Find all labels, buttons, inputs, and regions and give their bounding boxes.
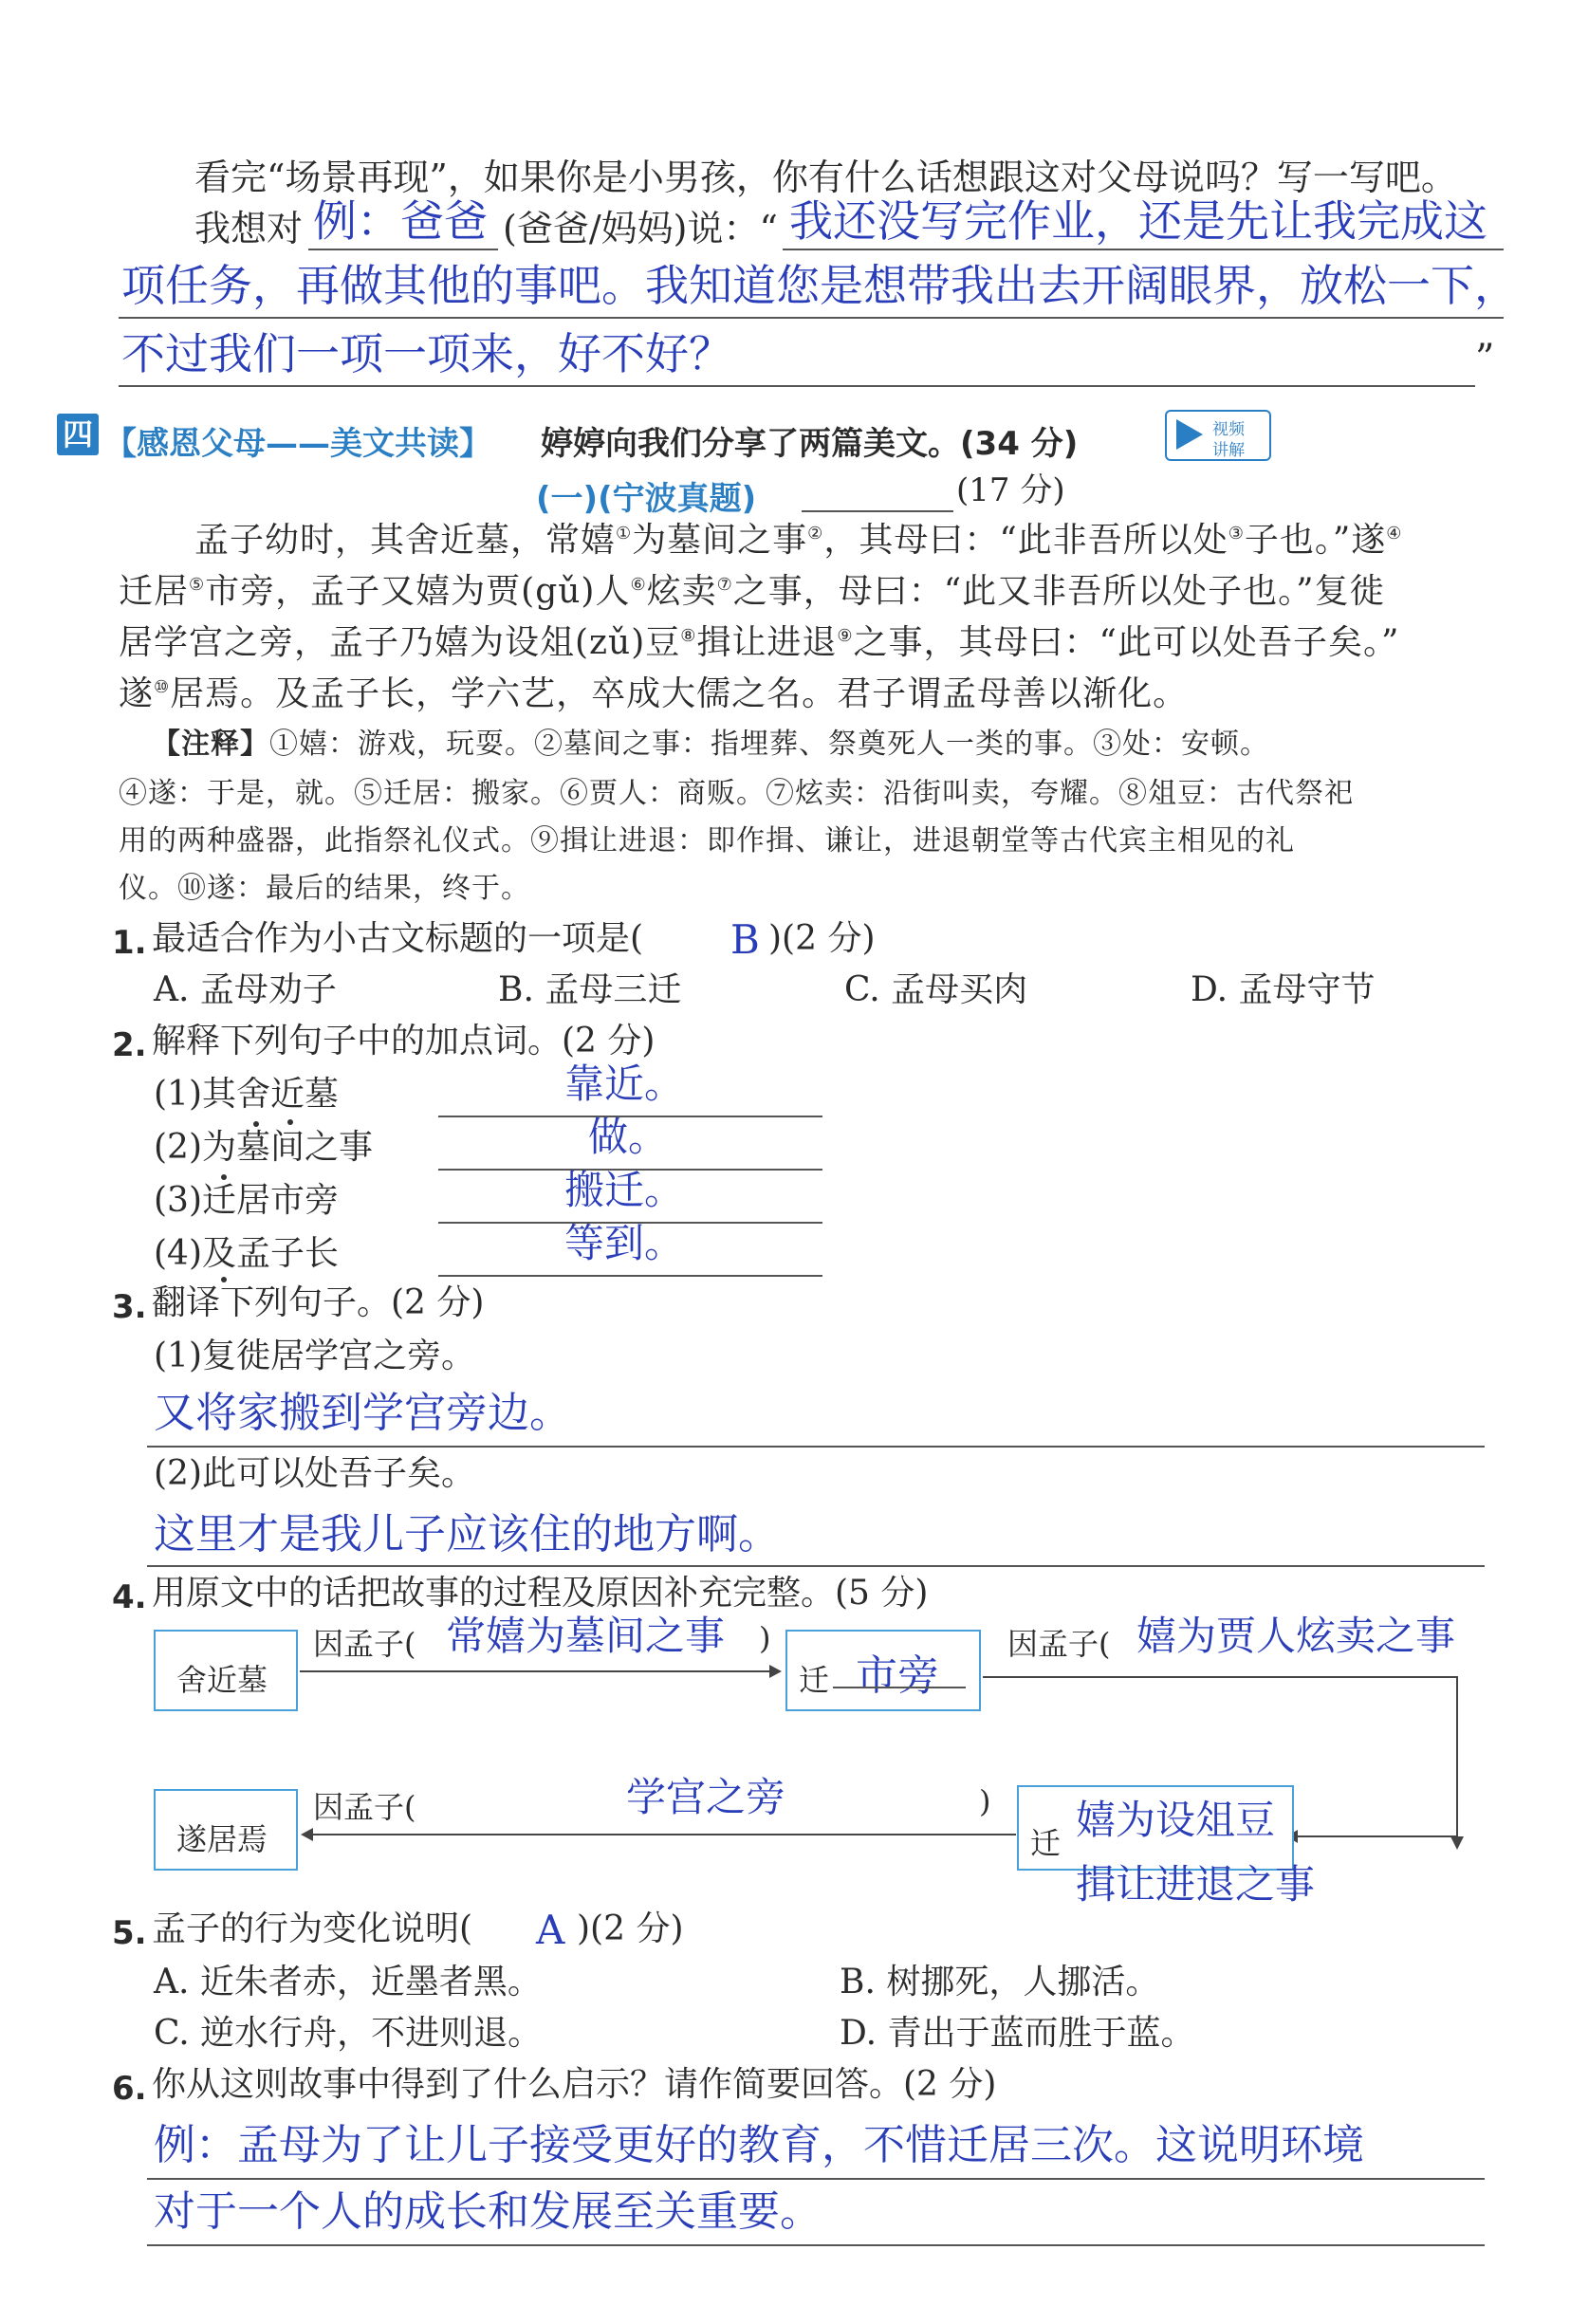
- passage-line-3: 居学宫之旁，孟子乃嬉为设俎(zǔ)豆⑧揖让进退⑨之事，其母曰：“此可以处吾子矣。”: [119, 623, 1400, 662]
- underline: [119, 385, 1475, 387]
- flow-box-2-label: 迁: [799, 1662, 830, 1698]
- underline: [438, 1275, 822, 1277]
- part3-close-quote: ”: [1475, 337, 1495, 380]
- q5-option-c[interactable]: C. 逆水行舟，不进则退。: [154, 2014, 543, 2053]
- q1-option-c[interactable]: C. 孟母买肉: [844, 970, 1028, 1009]
- q3-answer-2[interactable]: 这里才是我儿子应该住的地方啊。: [154, 1510, 780, 1559]
- passage-line-1: 孟子幼时，其舍近墓，常嬉①为墓间之事②，其母曰：“此非吾所以处③子也。”遂④: [194, 521, 1403, 560]
- q1-answer[interactable]: B: [730, 916, 760, 963]
- flow-box-1-label: 舍近墓: [176, 1662, 268, 1698]
- underline: [308, 249, 498, 250]
- part3-prompt: 看完“场景再现”，如果你是小男孩，你有什么话想跟这对父母说吗？写一写吧。: [194, 157, 1457, 198]
- part3-answer-1: 我还没写完作业，还是先让我完成这: [789, 195, 1487, 247]
- emphasis-dot: [253, 1121, 259, 1127]
- flow-reason-1-suffix: ): [759, 1620, 771, 1656]
- arrow-right-icon: [300, 1662, 784, 1681]
- section-heading-text: 婷婷向我们分享了两篇美文。(34 分): [541, 425, 1079, 463]
- passage-line-2: 迁居⑤市旁，孟子又嬉为贾(gǔ)人⑥炫卖⑦之事，母曰：“此又非吾所以处子也。”复徙: [119, 572, 1385, 611]
- flow-box-2: [785, 1630, 981, 1711]
- section-bracket-title: 【感恩父母——美文共读】: [104, 425, 491, 463]
- q1-number: 1.: [112, 924, 147, 962]
- underline: [119, 317, 1504, 319]
- q2-answer-2[interactable]: 做。: [588, 1114, 669, 1160]
- notes-line-3: 用的两种盛器，此指祭礼仪式。⑨揖让进退：即作揖、谦让，进退朝堂等古代宾主相见的礼: [119, 824, 1295, 858]
- underline: [147, 1446, 1485, 1448]
- flow-box-3-label: 迁: [1030, 1825, 1062, 1861]
- part3-answer-addressee: 例：爸爸: [313, 195, 488, 247]
- q3-number: 3.: [112, 1288, 147, 1326]
- flow-reason-3-answer[interactable]: 学宫之旁: [626, 1774, 786, 1820]
- underline: [833, 1687, 966, 1688]
- q2-answer-4[interactable]: 等到。: [564, 1220, 685, 1266]
- passage-line-4: 遂⑩居焉。及孟子长，学六艺，卒成大儒之名。君子谓孟母善以渐化。: [119, 674, 1189, 713]
- flow-box-3-answer-2[interactable]: 揖让进退之事: [1076, 1861, 1316, 1908]
- q6-number: 6.: [112, 2070, 147, 2108]
- q2-item-3: (3)迁居市旁: [154, 1181, 339, 1220]
- flow-reason-2-answer[interactable]: 嬉为贾人炫卖之事: [1136, 1613, 1456, 1659]
- q3-text: 翻译下列句子。(2 分): [152, 1283, 485, 1322]
- underline: [147, 2178, 1485, 2180]
- q1-option-d[interactable]: D. 孟母守节: [1191, 970, 1376, 1009]
- q2-item-4: (4)及孟子长: [154, 1234, 339, 1273]
- notes-line-1: 【注释】①嬉：游戏，玩耍。②墓间之事：指埋葬、祭奠死人一类的事。③处：安顿。: [152, 728, 1269, 761]
- q5-number: 5.: [112, 1914, 147, 1952]
- q5-tail: )(2 分): [577, 1909, 684, 1948]
- q4-number: 4.: [112, 1578, 147, 1616]
- flow-reason-1-answer[interactable]: 常嬉为墓间之事: [446, 1613, 726, 1659]
- arrow-left-icon: [300, 1825, 1021, 1844]
- flow-box-1: [154, 1630, 298, 1711]
- q2-answer-3[interactable]: 搬迁。: [564, 1167, 685, 1213]
- q1-tail: )(2 分): [768, 919, 876, 958]
- flow-reason-3-suffix: ): [979, 1783, 991, 1819]
- part3-answer-2: 项任务，再做其他的事吧。我知道您是想带我出去开阔眼界，放松一下，: [121, 260, 1518, 311]
- flow-box-3-answer-1[interactable]: 嬉为设俎豆: [1076, 1797, 1276, 1843]
- q3-sentence-1: (1)复徙居学宫之旁。: [154, 1337, 475, 1375]
- q4-text: 用原文中的话把故事的过程及原因补充完整。(5 分): [152, 1574, 929, 1613]
- emphasis-dot: [287, 1119, 293, 1125]
- q1-option-a[interactable]: A. 孟母劝子: [154, 970, 337, 1009]
- notes-line-4: 仪。⑩遂：最后的结果，终于。: [119, 872, 530, 905]
- passage-subtitle-score: (17 分): [956, 471, 1065, 509]
- q5-text: 孟子的行为变化说明(: [152, 1909, 473, 1948]
- q5-option-d[interactable]: D. 青出于蓝而胜于蓝。: [840, 2014, 1195, 2053]
- q2-answer-1[interactable]: 靠近。: [564, 1061, 685, 1107]
- q2-text: 解释下列句子中的加点词。(2 分): [152, 1022, 656, 1061]
- q1-text: 最适合作为小古文标题的一项是(: [152, 919, 644, 958]
- underline: [147, 2244, 1485, 2246]
- part3-line2-mid: (爸爸/妈妈)说：“: [503, 208, 778, 249]
- q6-text: 你从这则故事中得到了什么启示？请作简要回答。(2 分): [152, 2065, 997, 2104]
- notes-line-2: ④遂：于是，就。⑤迁居：搬家。⑥贾人：商贩。⑦炫卖：沿街叫卖，夸耀。⑧俎豆：古代祭祀: [119, 777, 1354, 810]
- q6-answer-1[interactable]: 例：孟母为了让儿子接受更好的教育，不惜迁居三次。这说明环境: [154, 2121, 1364, 2169]
- part3-line2-prefix: 我想对: [194, 208, 304, 249]
- play-icon: [1171, 415, 1209, 453]
- video-label-1: 视频: [1212, 420, 1245, 439]
- flow-box-4-label: 遂居焉: [176, 1821, 268, 1857]
- underline: [783, 249, 1504, 250]
- underline: [802, 510, 953, 512]
- flow-reason-1-prefix: 因孟子(: [313, 1626, 416, 1662]
- q1-option-b[interactable]: B. 孟母三迁: [498, 970, 682, 1009]
- video-label-2: 讲解: [1212, 441, 1245, 460]
- flow-box-4: [154, 1789, 298, 1871]
- q2-item-2: (2)为墓间之事: [154, 1128, 373, 1167]
- q2-number: 2.: [112, 1026, 147, 1064]
- flow-reason-2-prefix: 因孟子(: [1007, 1626, 1111, 1662]
- q5-option-a[interactable]: A. 近朱者赤，近墨者黑。: [154, 1963, 542, 2001]
- q3-answer-1[interactable]: 又将家搬到学宫旁边。: [154, 1389, 571, 1437]
- underline: [147, 1565, 1485, 1567]
- q2-item-1: (1)其舍近墓: [154, 1075, 339, 1114]
- video-explain-button[interactable]: [1165, 410, 1271, 461]
- emphasis-dot: [221, 1174, 227, 1180]
- flow-box-2-answer[interactable]: 市旁: [856, 1651, 939, 1700]
- section-number-badge: 四: [57, 414, 99, 455]
- q6-answer-2[interactable]: 对于一个人的成长和发展至关重要。: [154, 2187, 822, 2236]
- q3-sentence-2: (2)此可以处吾子矣。: [154, 1454, 475, 1493]
- passage-subtitle: (一)(宁波真题): [536, 480, 757, 518]
- q5-answer[interactable]: A: [536, 1907, 565, 1953]
- part3-answer-3: 不过我们一项一项来，好不好？: [121, 328, 732, 379]
- q5-option-b[interactable]: B. 树挪死，人挪活。: [840, 1963, 1160, 2001]
- emphasis-dot: [221, 1277, 227, 1282]
- flow-reason-3-prefix: 因孟子(: [313, 1789, 416, 1825]
